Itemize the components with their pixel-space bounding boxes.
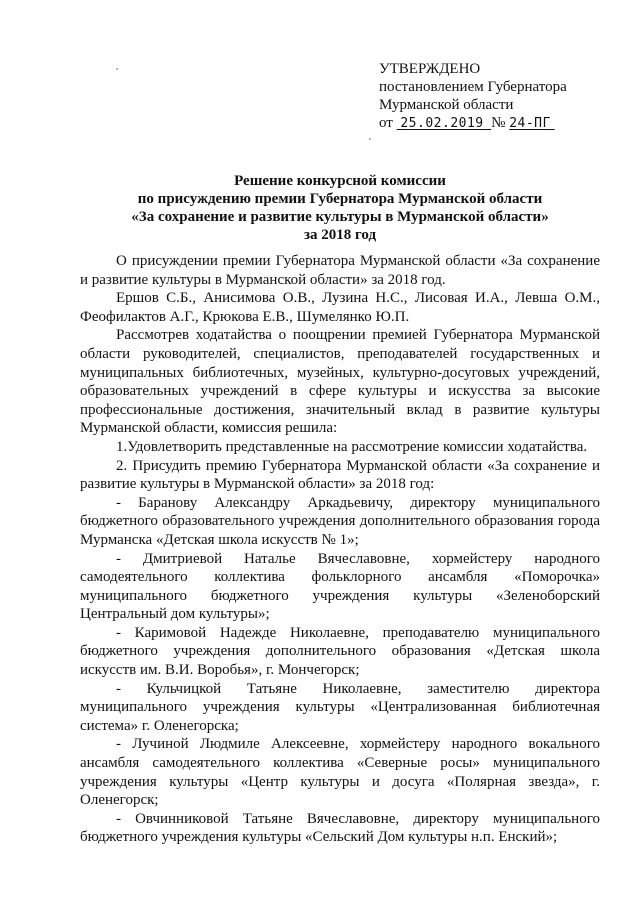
- decision-item-2: 2. Присудить премию Губернатора Мурманской области «За сохранение и развитие культуры в Мурманской области» за 2018 год:: [80, 457, 600, 493]
- decision-item-1: 1.Удовлетворить представленные на рассмотрение комиссии ходатайства.: [116, 438, 588, 455]
- considerations-paragraph: Рассмотрев ходатайства о поощрении премией Губернатора Мурманской области руководителей, специалистов, преподавателей государственных и муниципальных библиотечных, музейных, культурно-досуговых учреждений, образовательных учреждений в сфере культуры и искусства за высокие профессиональные достижения, значительный вклад в развитие культуры Мурманской области, комиссия решила:: [80, 327, 600, 437]
- title-line-1: Решение конкурсной комиссии: [234, 173, 446, 189]
- decree-date-field: [397, 115, 492, 131]
- decree-number-field: [509, 115, 554, 131]
- title-line-4: за 2018 год: [303, 227, 377, 243]
- awardee-paragraph: - Лучиной Людмиле Алексеевне, хормейстеру народного вокального ансамбля самодеятельного коллектива «Северные росы» муниципального учреждения культуры «Центр культуры и досуга «Полярная звезда», г. Оленегорск;: [80, 736, 600, 809]
- awardee-paragraph: - Овчинниковой Татьяне Вячеславовне, директору муниципального бюджетного учреждения культуры «Сельский Дом культуры н.п. Енский»;: [80, 810, 600, 846]
- approval-stamp-block: [379, 60, 609, 133]
- awardee-paragraph: - Дмитриевой Наталье Вячеславовне, хормейстеру народного самодеятельного коллектива фольклорного ансамбля «Поморочка» муниципального бюджетного учреждения культуры «Зеленоборский Центральный дом культуры»;: [80, 550, 600, 623]
- approval-line-2: Мурманской области: [379, 97, 514, 113]
- scan-speck: [369, 138, 371, 140]
- document-title: [80, 172, 600, 244]
- scan-speck: [116, 68, 118, 70]
- subject-paragraph: О присуждении премии Губернатора Мурманской области «За сохранение и развитие культуры в Мурманской области» за 2018 год.: [80, 253, 600, 288]
- commission-members-paragraph: Ершов С.Б., Анисимова О.В., Лузина Н.С., Лисовая И.А., Левша О.М., Феофилактов А.Г., Крюкова Е.В., Шумелянко Ю.П.: [80, 290, 600, 325]
- awardee-paragraph: - Кульчицкой Татьяне Николаевне, заместителю директора муниципального учреждения культуры «Централизованная библиотечная система» г. Оленегорска;: [80, 680, 600, 734]
- number-prefix: №: [491, 115, 506, 131]
- title-line-2: по присуждению премии Губернатора Мурманской области: [137, 191, 543, 207]
- decree-date: 25.02.2019: [400, 116, 484, 131]
- approval-heading: УТВЕРЖДЕНО: [379, 61, 481, 77]
- document-body: [80, 252, 600, 847]
- approval-date-line: [379, 114, 609, 133]
- date-prefix: от: [379, 115, 393, 131]
- awardee-paragraph: - Баранову Александру Аркадьевичу, директору муниципального бюджетного образовательного учреждения дополнительного образования города Мурманска «Детская школа искусств № 1»;: [80, 494, 600, 548]
- approval-line-1: постановлением Губернатора: [379, 79, 567, 95]
- awardee-paragraph: - Каримовой Надежде Николаевне, преподавателю муниципального бюджетного учреждения дополнительного образования «Детская школа искусств им. В.И. Воробья», г. Мончегорск;: [80, 624, 600, 679]
- title-line-3: «За сохранение и развитие культуры в Мурманской области»: [131, 209, 549, 225]
- decree-number: 24-ПГ: [509, 116, 551, 131]
